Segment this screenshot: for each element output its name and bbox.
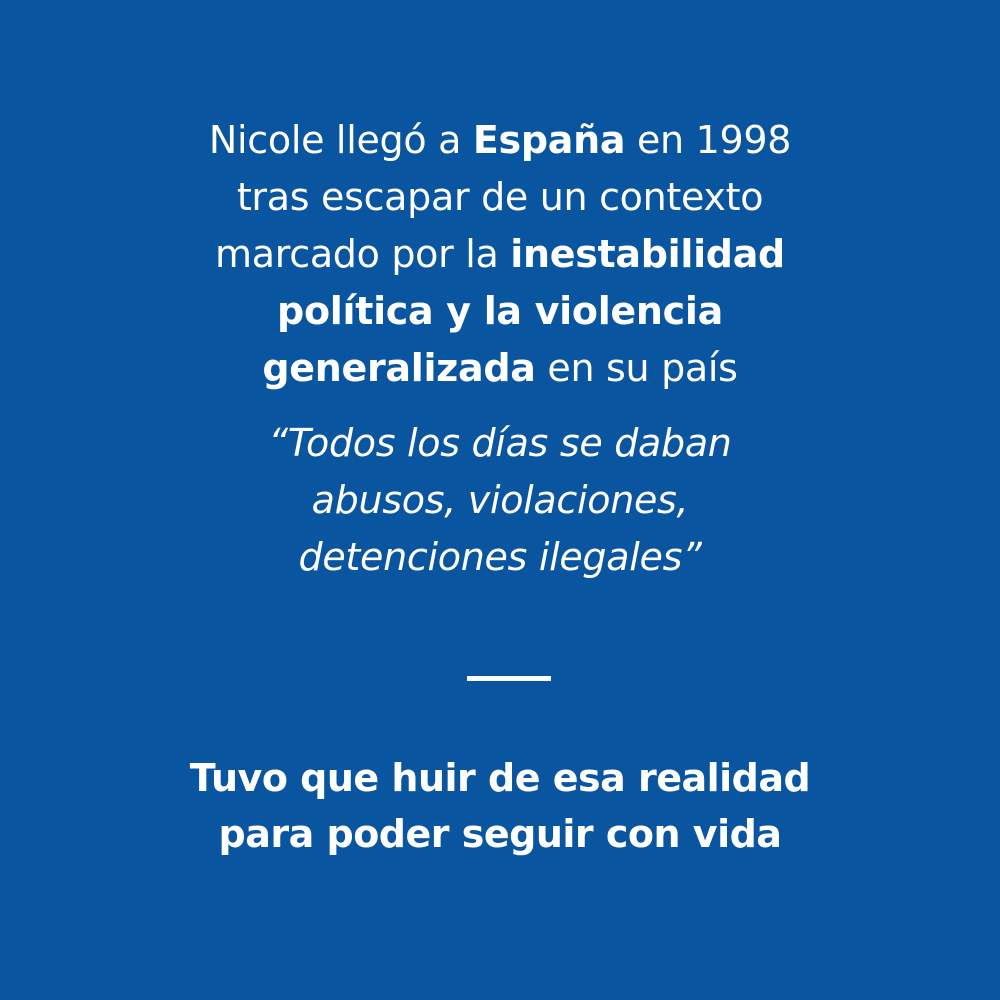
intro-emphasis: España	[472, 118, 626, 162]
closing-line-1: Tuvo que huir de esa realidad	[189, 756, 811, 800]
closing-line-2: para poder seguir con vida	[218, 812, 782, 856]
intro-line-4: política y la violencia	[277, 289, 723, 333]
intro-line-2: tras escapar de un contexto	[236, 175, 764, 219]
intro-text: en su país	[535, 346, 738, 390]
intro-paragraph	[100, 112, 900, 397]
closing-statement	[100, 750, 900, 862]
intro-text: Nicole llegó a	[208, 118, 473, 162]
intro-line-5	[100, 340, 900, 397]
intro-emphasis: inestabilidad	[510, 232, 785, 276]
quote-line-3: detenciones ilegales”	[298, 535, 702, 579]
quote-line-1: “Todos los días se daban	[268, 421, 732, 465]
testimony-quote	[100, 415, 900, 586]
intro-text: en 1998	[625, 118, 792, 162]
quote-line-2: abusos, violaciones,	[311, 478, 689, 522]
intro-line-3	[100, 226, 900, 283]
divider-line	[467, 676, 551, 681]
intro-line-1	[100, 112, 900, 169]
intro-text: marcado por la	[215, 232, 511, 276]
intro-emphasis: generalizada	[262, 346, 536, 390]
